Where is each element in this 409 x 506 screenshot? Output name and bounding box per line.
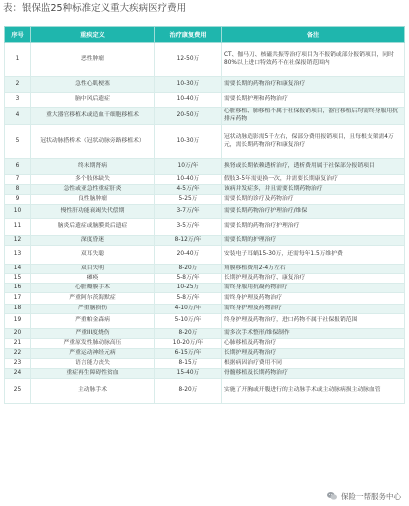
disease-name: 脑中风后遗症: [31, 93, 155, 108]
disease-name: 深度昏迷: [31, 236, 155, 246]
disease-name: 慢性肝功能衰竭失代偿期: [31, 205, 155, 219]
column-header-note: 备注: [222, 27, 405, 43]
treatment-cost: 3-7万/年: [155, 205, 222, 219]
table-row: [5, 379, 405, 404]
table-row: [5, 305, 405, 314]
treatment-cost: 5-8万/年: [155, 274, 222, 284]
row-number: 3: [5, 93, 31, 108]
treatment-cost: 4-10万/年: [155, 305, 222, 314]
treatment-cost: 5-8万/年: [155, 293, 222, 305]
remark: 该病并发症多，并且需要长期药物治疗: [222, 185, 405, 195]
watermark: [324, 489, 403, 503]
disease-name: 心脏瓣膜手术: [31, 284, 155, 293]
remark: 换肾或长期依赖透析治疗，透析费用属于社保部分报销项目: [222, 159, 405, 175]
table-row: [5, 349, 405, 359]
wechat-icon: [326, 490, 338, 502]
remark: 骨髓移植及长期药物治疗: [222, 369, 405, 379]
row-number: 23: [5, 359, 31, 369]
remark: 长期护理及药物治疗: [222, 349, 405, 359]
remark: 长期护理及药物治疗、康复治疗: [222, 274, 405, 284]
table-row: [5, 265, 405, 274]
table-row: [5, 284, 405, 293]
table-row: [5, 108, 405, 125]
disease-name: 急性或亚急性重症肝炎: [31, 185, 155, 195]
disease-name: 恶性肿瘤: [31, 43, 155, 77]
treatment-cost: 6-15万/年: [155, 349, 222, 359]
treatment-cost: 10万/年: [155, 159, 222, 175]
row-number: 16: [5, 284, 31, 293]
watermark-text: 保险一帮服务中心: [341, 491, 401, 501]
table-row: [5, 339, 405, 349]
treatment-cost: 8-20万: [155, 265, 222, 274]
row-number: 4: [5, 108, 31, 125]
row-number: 1: [5, 43, 31, 77]
disease-name: 双耳失聪: [31, 246, 155, 265]
disease-name: 重症再生障碍性贫血: [31, 369, 155, 379]
treatment-cost: 10-30万: [155, 77, 222, 93]
row-number: 22: [5, 349, 31, 359]
remark: 需终身护理及药物治疗: [222, 305, 405, 314]
table-row: [5, 293, 405, 305]
disease-name: 语言能力丧失: [31, 359, 155, 369]
table-row: [5, 93, 405, 108]
row-number: 25: [5, 379, 31, 404]
disease-name: 冠状动脉搭桥术（冠状动脉旁路移植术）: [31, 125, 155, 159]
table-header-row: [5, 27, 405, 43]
disease-cost-table: [4, 26, 405, 404]
remark: 终身护理及药物治疗，进口药物不属于社保报销范围: [222, 314, 405, 329]
remark: 需要长期的诊疗及药物治疗: [222, 195, 405, 205]
table-row: [5, 195, 405, 205]
treatment-cost: 5-25万: [155, 195, 222, 205]
table-row: [5, 43, 405, 77]
disease-name: 双目失明: [31, 265, 155, 274]
remark: 需要长期的药物治疗护理治疗: [222, 219, 405, 236]
row-number: 7: [5, 175, 31, 185]
treatment-cost: 10-25万: [155, 284, 222, 293]
column-header-cost: 治疗康复费用: [155, 27, 222, 43]
row-number: 21: [5, 339, 31, 349]
treatment-cost: 10-40万: [155, 175, 222, 185]
row-number: 8: [5, 185, 31, 195]
remark: 冠状动脉造影需5千左右，保部分费用报销项目，且每根支架需4万元，需长期药物治疗和康复治疗: [222, 125, 405, 159]
treatment-cost: 8-15万: [155, 359, 222, 369]
table-row: [5, 369, 405, 379]
treatment-cost: 10-30万: [155, 125, 222, 159]
remark: 需要长期的药物治疗和康复治疗: [222, 77, 405, 93]
remark: 需多次手术整形/维保制作: [222, 329, 405, 339]
treatment-cost: 20-50万: [155, 108, 222, 125]
treatment-cost: 10-40万: [155, 93, 222, 108]
row-number: 10: [5, 205, 31, 219]
remark: 需终身服用抗凝药物治疗: [222, 284, 405, 293]
table-row: [5, 329, 405, 339]
table-row: [5, 175, 405, 185]
treatment-cost: 15-40万: [155, 369, 222, 379]
table-row: [5, 159, 405, 175]
disease-name: 急性心肌梗塞: [31, 77, 155, 93]
disease-name: 严重帕金森病: [31, 314, 155, 329]
row-number: 11: [5, 219, 31, 236]
row-number: 24: [5, 369, 31, 379]
remark: 角膜移植费用2-4万左右: [222, 265, 405, 274]
row-number: 9: [5, 195, 31, 205]
remark: 假肢3-5年需更换一次，并需要长期康复治疗: [222, 175, 405, 185]
treatment-cost: 12-50万: [155, 43, 222, 77]
table-row: [5, 246, 405, 265]
remark: 需要长期药物治疗护理治疗/维保: [222, 205, 405, 219]
row-number: 14: [5, 265, 31, 274]
column-header-no: 序号: [5, 27, 31, 43]
document-title: 表：银保监25种标准定义重大疾病医疗费用: [3, 3, 187, 14]
disease-name: 严重脑损伤: [31, 305, 155, 314]
remark: 需要长期的护理治疗: [222, 236, 405, 246]
row-number: 2: [5, 77, 31, 93]
table-row: [5, 125, 405, 159]
row-number: 5: [5, 125, 31, 159]
treatment-cost: 10-20万/年: [155, 339, 222, 349]
table-row: [5, 274, 405, 284]
remark: 心肺移植及药物治疗: [222, 339, 405, 349]
row-number: 12: [5, 236, 31, 246]
remark: 需终身护理及药物治疗: [222, 293, 405, 305]
disease-name: 终末期肾病: [31, 159, 155, 175]
disease-name: 重大器官移植术或造血干细胞移植术: [31, 108, 155, 125]
treatment-cost: 3-5万/年: [155, 219, 222, 236]
table-row: [5, 185, 405, 195]
column-header-disease: 重疾定义: [31, 27, 155, 43]
row-number: 20: [5, 329, 31, 339]
treatment-cost: 20-40万: [155, 246, 222, 265]
disease-name: 严重运动神经元病: [31, 349, 155, 359]
remark: CT、伽马刀、核磁共振等治疗项目为不报销或部分报销项目，同时80%以上进口特效药不在社保报销范围内: [222, 43, 405, 77]
remark: 根据病因治疗费用不同: [222, 359, 405, 369]
row-number: 15: [5, 274, 31, 284]
treatment-cost: 8-12万/年: [155, 236, 222, 246]
treatment-cost: 5-10万/年: [155, 314, 222, 329]
remark: 安装电子耳蜗15-30万，还需每年1.5万维护费: [222, 246, 405, 265]
disease-name: 良性脑肿瘤: [31, 195, 155, 205]
treatment-cost: 8-20万: [155, 329, 222, 339]
table-row: [5, 359, 405, 369]
disease-name: 瘫痪: [31, 274, 155, 284]
disease-name: 严重阿尔茨海默症: [31, 293, 155, 305]
disease-name: 主动脉手术: [31, 379, 155, 404]
row-number: 6: [5, 159, 31, 175]
treatment-cost: 4-5万/年: [155, 185, 222, 195]
table-row: [5, 314, 405, 329]
remark: 实施了开胸或开腹进行的主动脉手术或主动脉病损主动脉血管: [222, 379, 405, 404]
row-number: 13: [5, 246, 31, 265]
table-row: [5, 205, 405, 219]
disease-name: 多个肢体缺失: [31, 175, 155, 185]
remark: 需要长期护理和药物治疗: [222, 93, 405, 108]
disease-name: 严重III度烧伤: [31, 329, 155, 339]
table-row: [5, 219, 405, 236]
row-number: 19: [5, 314, 31, 329]
table-row: [5, 77, 405, 93]
disease-name: 脑炎后遗症或脑膜炎后遗症: [31, 219, 155, 236]
row-number: 18: [5, 305, 31, 314]
treatment-cost: 8-20万: [155, 379, 222, 404]
remark: 心脏移植、肺移植不属于社保报销项目，器官移植后均需终身服用抗排斥药物: [222, 108, 405, 125]
table-row: [5, 236, 405, 246]
row-number: 17: [5, 293, 31, 305]
disease-name: 严重原发性肺动脉高压: [31, 339, 155, 349]
